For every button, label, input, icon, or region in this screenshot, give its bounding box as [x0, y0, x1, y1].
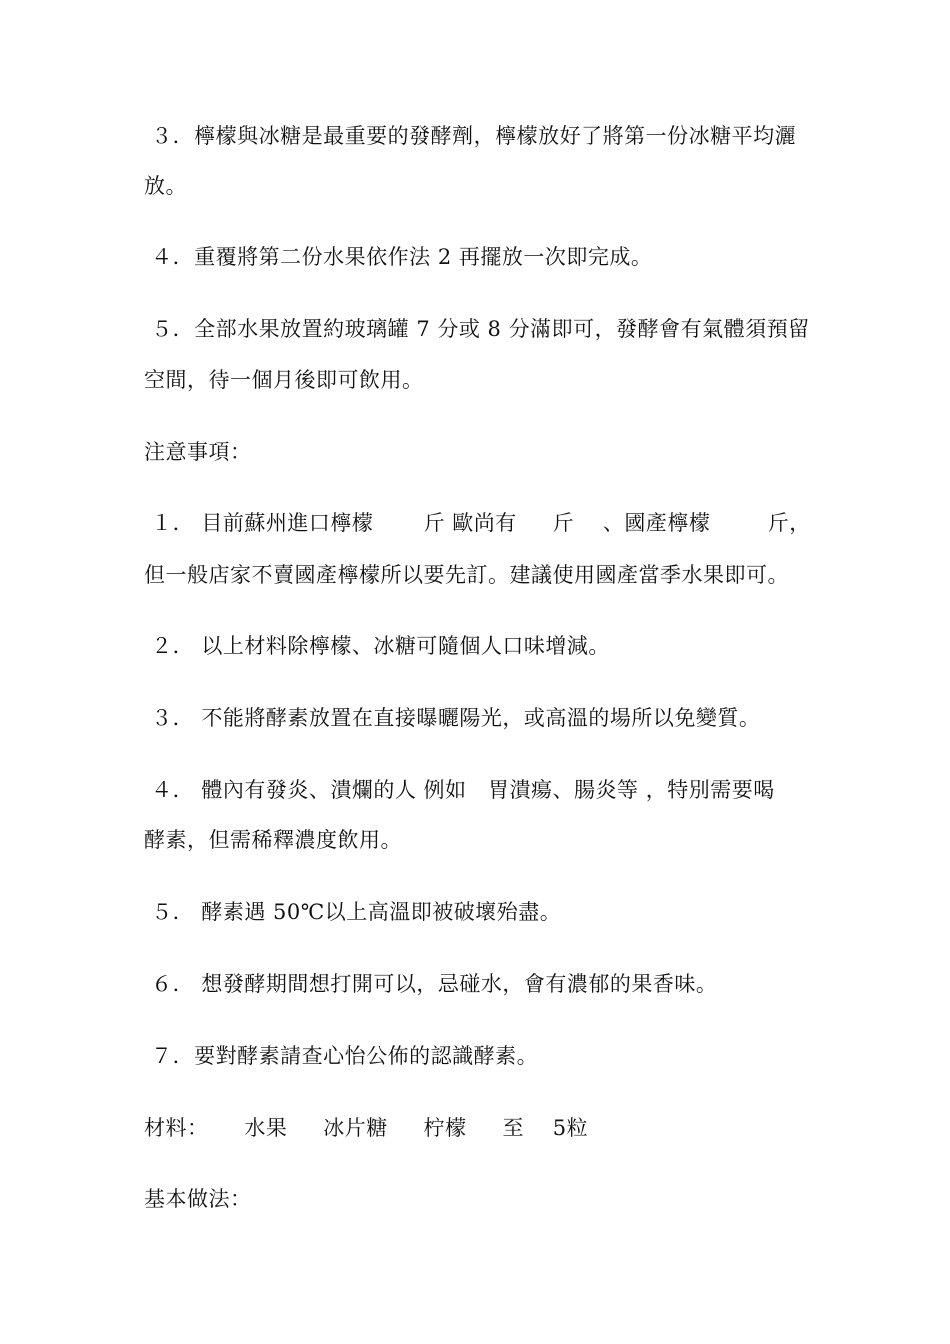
note-1-line-1: １． 目前蘇州進口檸檬 斤 歐尚有 斤 、國產檸檬 斤， [144, 511, 811, 535]
step-5-line-2: 空間，待一個月後即可飲用。 [144, 368, 424, 392]
step-4-line: ４．重覆將第二份水果依作法 2 再擺放一次即完成。 [144, 245, 653, 269]
note-3-line: ３． 不能將酵素放置在直接曝曬陽光，或高溫的場所以免變質。 [144, 706, 761, 730]
materials-line: 材料： 水果 冰片糖 柠檬 至 5粒 [144, 1116, 589, 1140]
note-1-line-2: 但一般店家不賣國產檸檬所以要先訂。建議使用國產當季水果即可。 [144, 563, 789, 587]
note-4-line-2: 酵素，但需稀釋濃度飲用。 [144, 828, 402, 852]
note-7-line: ７．要對酵素請查心怡公佈的認識酵素。 [144, 1044, 539, 1068]
note-6-line: ６． 想發酵期間想打開可以，忌碰水，會有濃郁的果香味。 [144, 972, 718, 996]
step-3-line-1: ３．檸檬與冰糖是最重要的發酵劑，檸檬放好了將第一份冰糖平均灑 [144, 124, 797, 148]
note-2-line: ２． 以上材料除檸檬、冰糖可隨個人口味增減。 [144, 634, 610, 658]
note-5-line: ５． 酵素遇 50℃以上高溫即被破壞殆盡。 [144, 900, 562, 924]
notes-heading: 注意事項： [144, 440, 252, 464]
step-3-line-2: 放。 [144, 174, 187, 198]
basic-method-heading: 基本做法： [144, 1187, 252, 1211]
step-5-line-1: ５．全部水果放置約玻璃罐 7 分或 8 分滿即可，發酵會有氣體須預留 [144, 317, 810, 341]
note-4-line-1: ４． 體內有發炎、潰爛的人 例如 胃潰瘍、腸炎等 ，特別需要喝 [144, 778, 775, 802]
